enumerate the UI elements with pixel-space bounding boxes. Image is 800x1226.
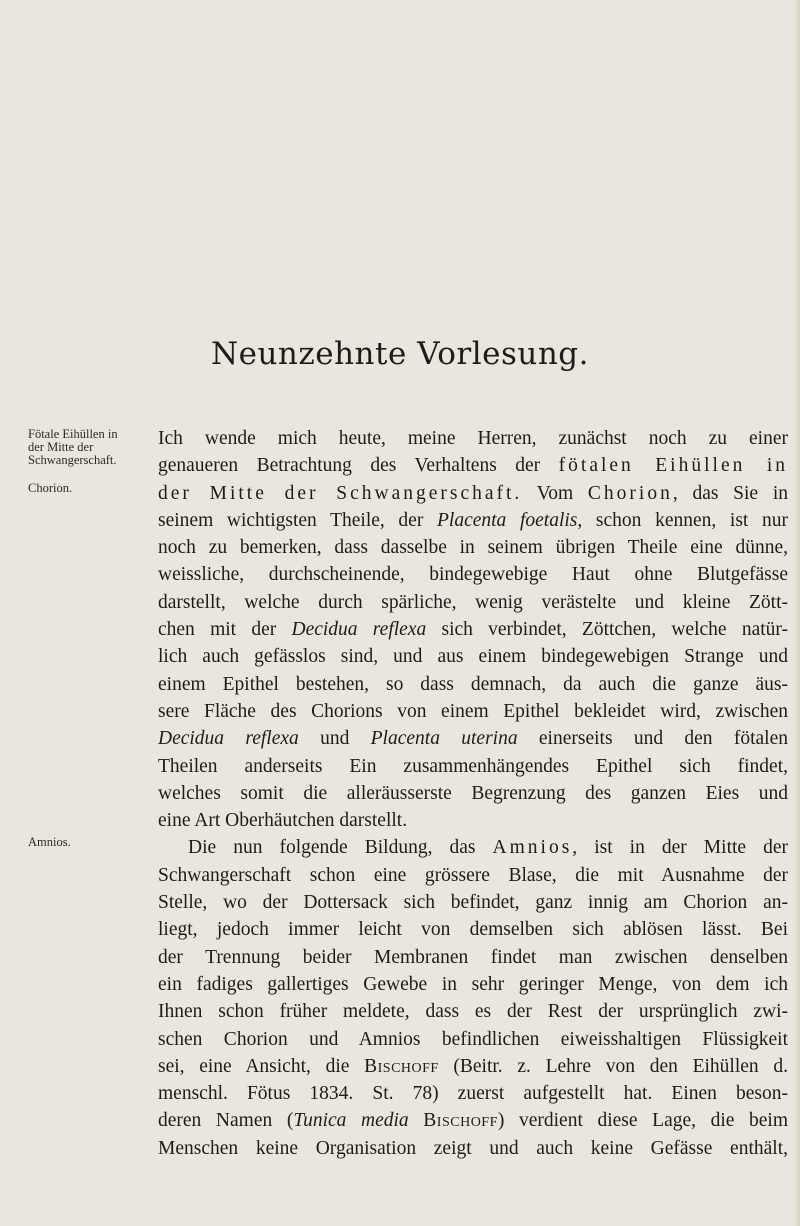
text-line: Die nun folgende Bildung, das Amnios, ist in der Mitte der <box>188 837 788 859</box>
emphasis-italic: Decidua reflexa <box>158 728 299 750</box>
text-line: welches somit die alleräusserste Begrenzung des ganzen Eies und <box>158 782 788 804</box>
text-line: Stelle, wo der Dottersack sich befindet, ganz innig am Chorion an- <box>158 892 788 914</box>
emphasis-italic: Decidua reflexa <box>291 619 427 641</box>
text-line: lich auch gefässlos sind, und aus einem bindegewebigen Strange und <box>158 646 788 668</box>
emphasis-italic: Tunica media <box>293 1110 409 1132</box>
body-text <box>158 425 788 1162</box>
text-line: einem Epithel bestehen, so dass demnach, da auch die ganze äus- <box>158 673 788 695</box>
margin-note-chorion: Chorion. <box>28 481 73 495</box>
text-line: schen Chorion und Amnios befindlichen eiweisshaltigen Flüssigkeit <box>158 1028 788 1050</box>
text-line: Schwangerschaft schon eine grössere Blase, die mit Ausnahme der <box>158 864 788 886</box>
text-line: genaueren Betrachtung des Verhaltens der fötalen Eihüllen in <box>158 455 788 477</box>
text-line: Ihnen schon früher meldete, dass es der Rest der ursprünglich zwi- <box>158 1001 788 1023</box>
text-line: liegt, jedoch immer leicht von demselben sich ablösen lässt. Bei <box>158 919 788 941</box>
emphasis-italic: Placenta uterina <box>370 728 518 750</box>
margin-note-foetale-eihuellen: Fötale Eihüllen in der Mitte der Schwangerschaft. <box>28 427 118 467</box>
text-line: darstellt, welche durch spärliche, wenig verästelte und kleine Zött- <box>158 591 788 613</box>
emphasis-spaced: Chorion <box>587 482 673 504</box>
text-line: Ich wende mich heute, meine Herren, zunächst noch zu einer <box>158 428 788 449</box>
text-line: Theilen anderseits Ein zusammenhängendes Epithel sich findet, <box>158 755 788 777</box>
emphasis-spaced: Amnios <box>492 837 573 859</box>
text-line: sere Fläche des Chorions von einem Epithel bekleidet wird, zwischen <box>158 700 788 722</box>
emphasis-italic: Placenta foetalis <box>437 509 578 531</box>
text-line: sei, eine Ansicht, die Bischoff (Beitr. z. Lehre von den Eihüllen d. <box>158 1055 788 1077</box>
text-line: menschl. Fötus 1834. St. 78) zuerst aufgestellt hat. Einen beson- <box>158 1083 788 1105</box>
emphasis-spaced: der Mitte der Schwangerschaft. <box>158 482 523 504</box>
text-line: Decidua reflexa und Placenta uterina einerseits und den fötalen <box>158 728 788 750</box>
text-line: Menschen keine Organisation zeigt und auch keine Gefässe enthält, <box>158 1137 788 1159</box>
emphasis-spaced: fötalen Eihüllen in <box>558 455 788 477</box>
text-line: der Mitte der Schwangerschaft. Vom Chorion, das Sie in <box>158 482 788 504</box>
text-line: seinem wichtigsten Theile, der Placenta foetalis, schon kennen, ist nur <box>158 509 788 531</box>
text-line: eine Art Oberhäutchen darstellt. <box>158 810 408 832</box>
page-title: Neunzehnte Vorlesung. <box>211 336 589 372</box>
text-line: noch zu bemerken, dass dasselbe in seinem übrigen Theile eine dünne, <box>158 537 788 559</box>
author-name: Bischoff <box>364 1055 439 1077</box>
page-edge-shadow <box>794 0 800 1226</box>
text-line: der Trennung beider Membranen findet man zwischen denselben <box>158 946 788 968</box>
margin-note-amnios: Amnios. <box>28 835 71 849</box>
text-line: ein fadiges gallertiges Gewebe in sehr geringer Menge, von dem ich <box>158 973 788 995</box>
text-line: weissliche, durchscheinende, bindegewebige Haut ohne Blutgefässe <box>158 564 788 586</box>
author-name: Bischoff <box>423 1110 498 1132</box>
text-line: chen mit der Decidua reflexa sich verbindet, Zöttchen, welche natür- <box>158 619 788 641</box>
text-line: deren Namen (Tunica media Bischoff) verdient diese Lage, die beim <box>158 1110 789 1132</box>
